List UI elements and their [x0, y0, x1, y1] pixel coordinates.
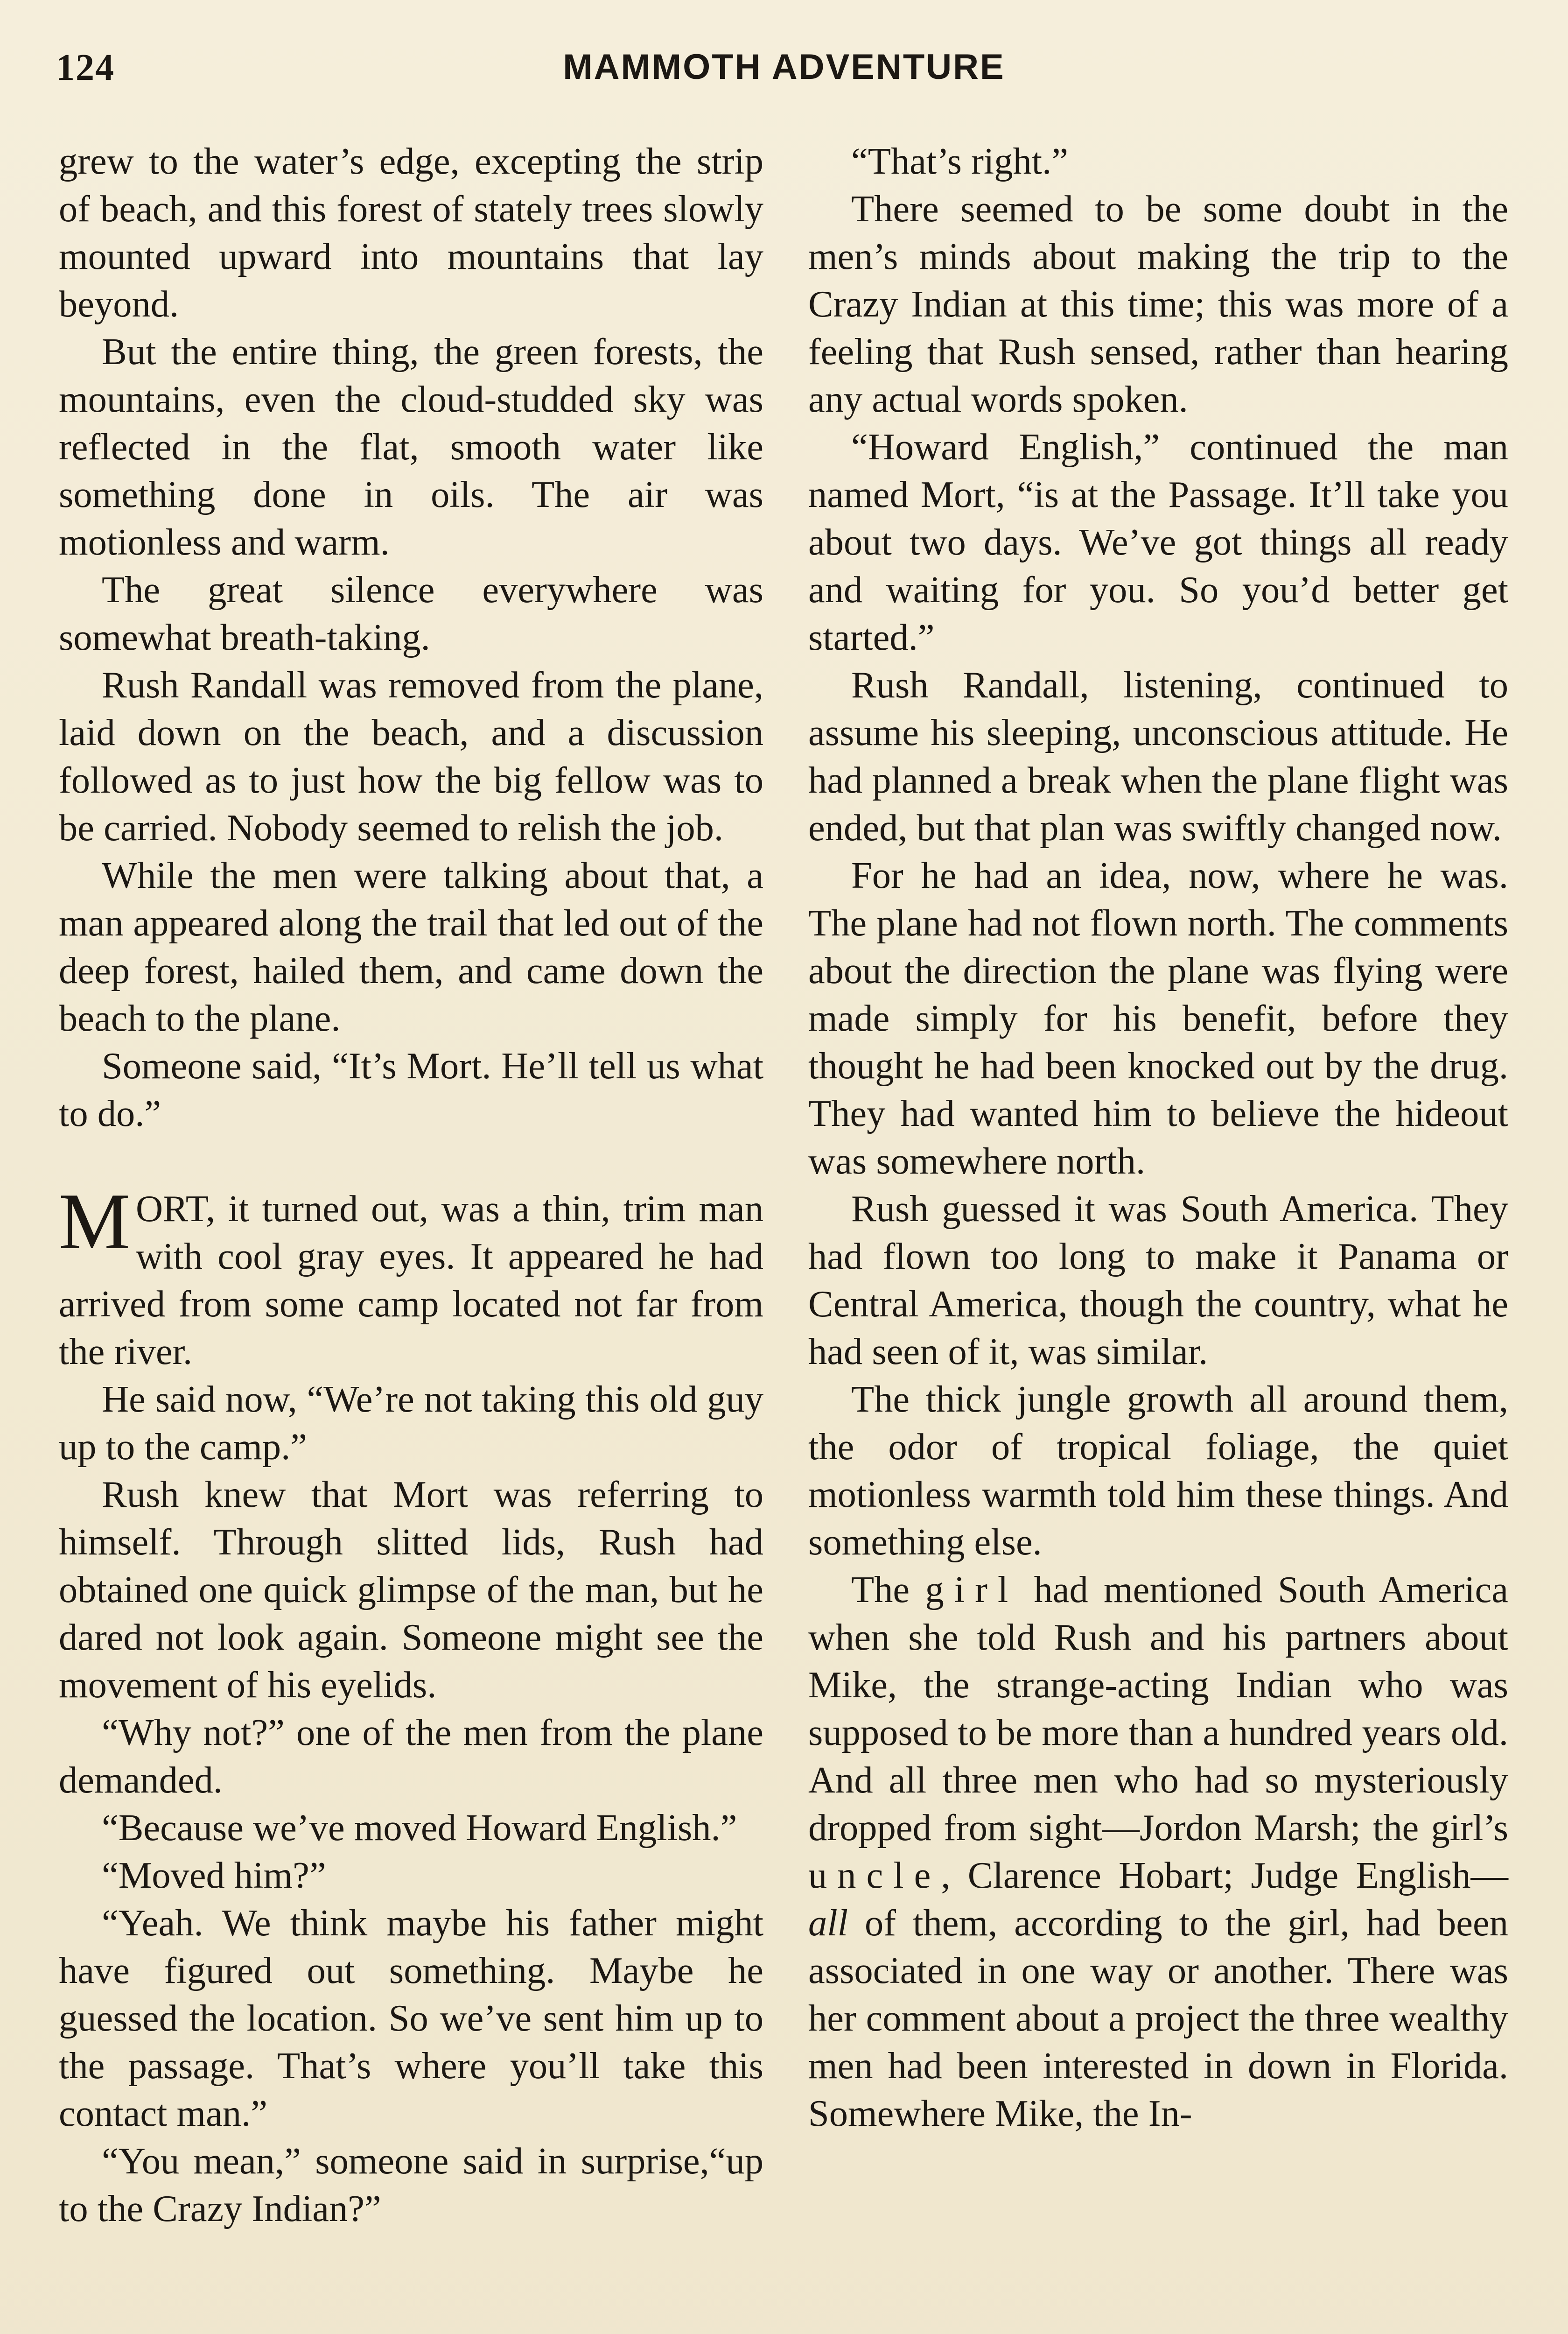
- right-column: [808, 138, 1508, 2137]
- paragraph: grew to the water’s edge, excepting the strip of beach, and this forest of stately trees slowly mounted upward into mountains that lay beyond.: [59, 141, 763, 325]
- page-number: 124: [56, 47, 115, 88]
- text-run: The: [851, 1569, 925, 1610]
- paragraph: “Howard English,” continued the man named Mort, “is at the Passage. It’ll take you about two days. We’ve got things all ready and waiting for you. So you’d better get started.”: [808, 426, 1508, 658]
- paragraph: “That’s right.”: [851, 141, 1068, 182]
- running-title: MAMMOTH ADVENTURE: [563, 47, 1005, 87]
- paragraph: Rush Randall, listening, continued to assume his sleeping, unconscious attitude. He had planned a break when the plane flight was ended, but that plan was swiftly changed now.: [808, 664, 1508, 849]
- paragraph: He said now, “We’re not taking this old guy up to the camp.”: [59, 1378, 763, 1468]
- paragraph: “Because we’ve moved Howard English.”: [102, 1807, 737, 1849]
- spaced-word: uncle: [808, 1855, 941, 1896]
- section-opening-text: ORT, it turned out, was a thin, trim man with cool gray eyes. It appeared he had arrived from some camp located not far from the river.: [59, 1188, 763, 1372]
- paragraph: Rush guessed it was South America. They had flown too long to make it Panama or Central America, though the country, what he had seen of it, was similar.: [808, 1188, 1508, 1372]
- left-column: [59, 138, 763, 2233]
- text-run: of them, according to the girl, had been associated in one way or another. There was her comment about a project the three wealthy men had been interested in down in Florida. Somewhere Mike, the In-: [808, 1902, 1508, 2134]
- paragraph: [808, 1566, 1508, 2137]
- paragraph: “You mean,” someone said in surprise,“up to the Crazy Indian?”: [59, 2140, 763, 2229]
- paragraph: Someone said, “It’s Mort. He’ll tell us what to do.”: [59, 1045, 763, 1134]
- page-header: [56, 47, 1512, 98]
- paragraph: While the men were talking about that, a man appeared along the trail that led out of the deep forest, hailed them, and came down the beach to the plane.: [59, 855, 763, 1039]
- italic-word: all: [808, 1902, 848, 1944]
- paragraph: The thick jungle growth all around them, the odor of tropical foliage, the quiet motionless warmth told him these things. And something else.: [808, 1378, 1508, 1563]
- paragraph: For he had an idea, now, where he was. The plane had not flown north. The comments about the direction the plane was flying were made simply for his benefit, before they thought he had been knocked out by the drug. They had wanted him to believe the hideout was somewhere north.: [808, 855, 1508, 1182]
- drop-cap: M: [59, 1177, 130, 1266]
- spaced-word: girl: [925, 1569, 1019, 1610]
- text-run: had mentioned South America when she told Rush and his partners about Mike, the strange-acting Indian who was supposed to be more than a hundred years old. And all three men who had so mysteriously dropped from sight—Jordon Marsh; the girl’s: [808, 1569, 1509, 1849]
- paragraph: “Yeah. We think maybe his father might have figured out something. Maybe he guessed the location. So we’ve sent him up to the passage. That’s where you’ll take this contact man.”: [59, 1902, 763, 2134]
- text-run: , Clarence Hobart; Judge English—: [941, 1855, 1508, 1896]
- paragraph: But the entire thing, the green forests, the mountains, even the cloud-studded sky was reflected in the flat, smooth water like something done in oils. The air was motionless and warm.: [59, 331, 763, 563]
- paragraph: There seemed to be some doubt in the men’s minds about making the trip to the Crazy Indian at this time; this was more of a feeling that Rush sensed, rather than hearing any actual words spoken.: [808, 188, 1508, 420]
- paragraph: The great silence everywhere was somewhat breath-taking.: [59, 569, 763, 658]
- paragraph: “Moved him?”: [102, 1855, 326, 1896]
- paragraph: Rush knew that Mort was referring to himself. Through slitted lids, Rush had obtained one quick glimpse of the man, but he dared not look again. Someone might see the movement of his eyelids.: [59, 1474, 763, 1706]
- paragraph: “Why not?” one of the men from the plane demanded.: [59, 1712, 763, 1801]
- paragraph: Rush Randall was removed from the plane, laid down on the beach, and a discussion followed as to just how the big fellow was to be carried. Nobody seemed to relish the job.: [59, 664, 763, 849]
- section-opening-paragraph: [59, 1177, 763, 1376]
